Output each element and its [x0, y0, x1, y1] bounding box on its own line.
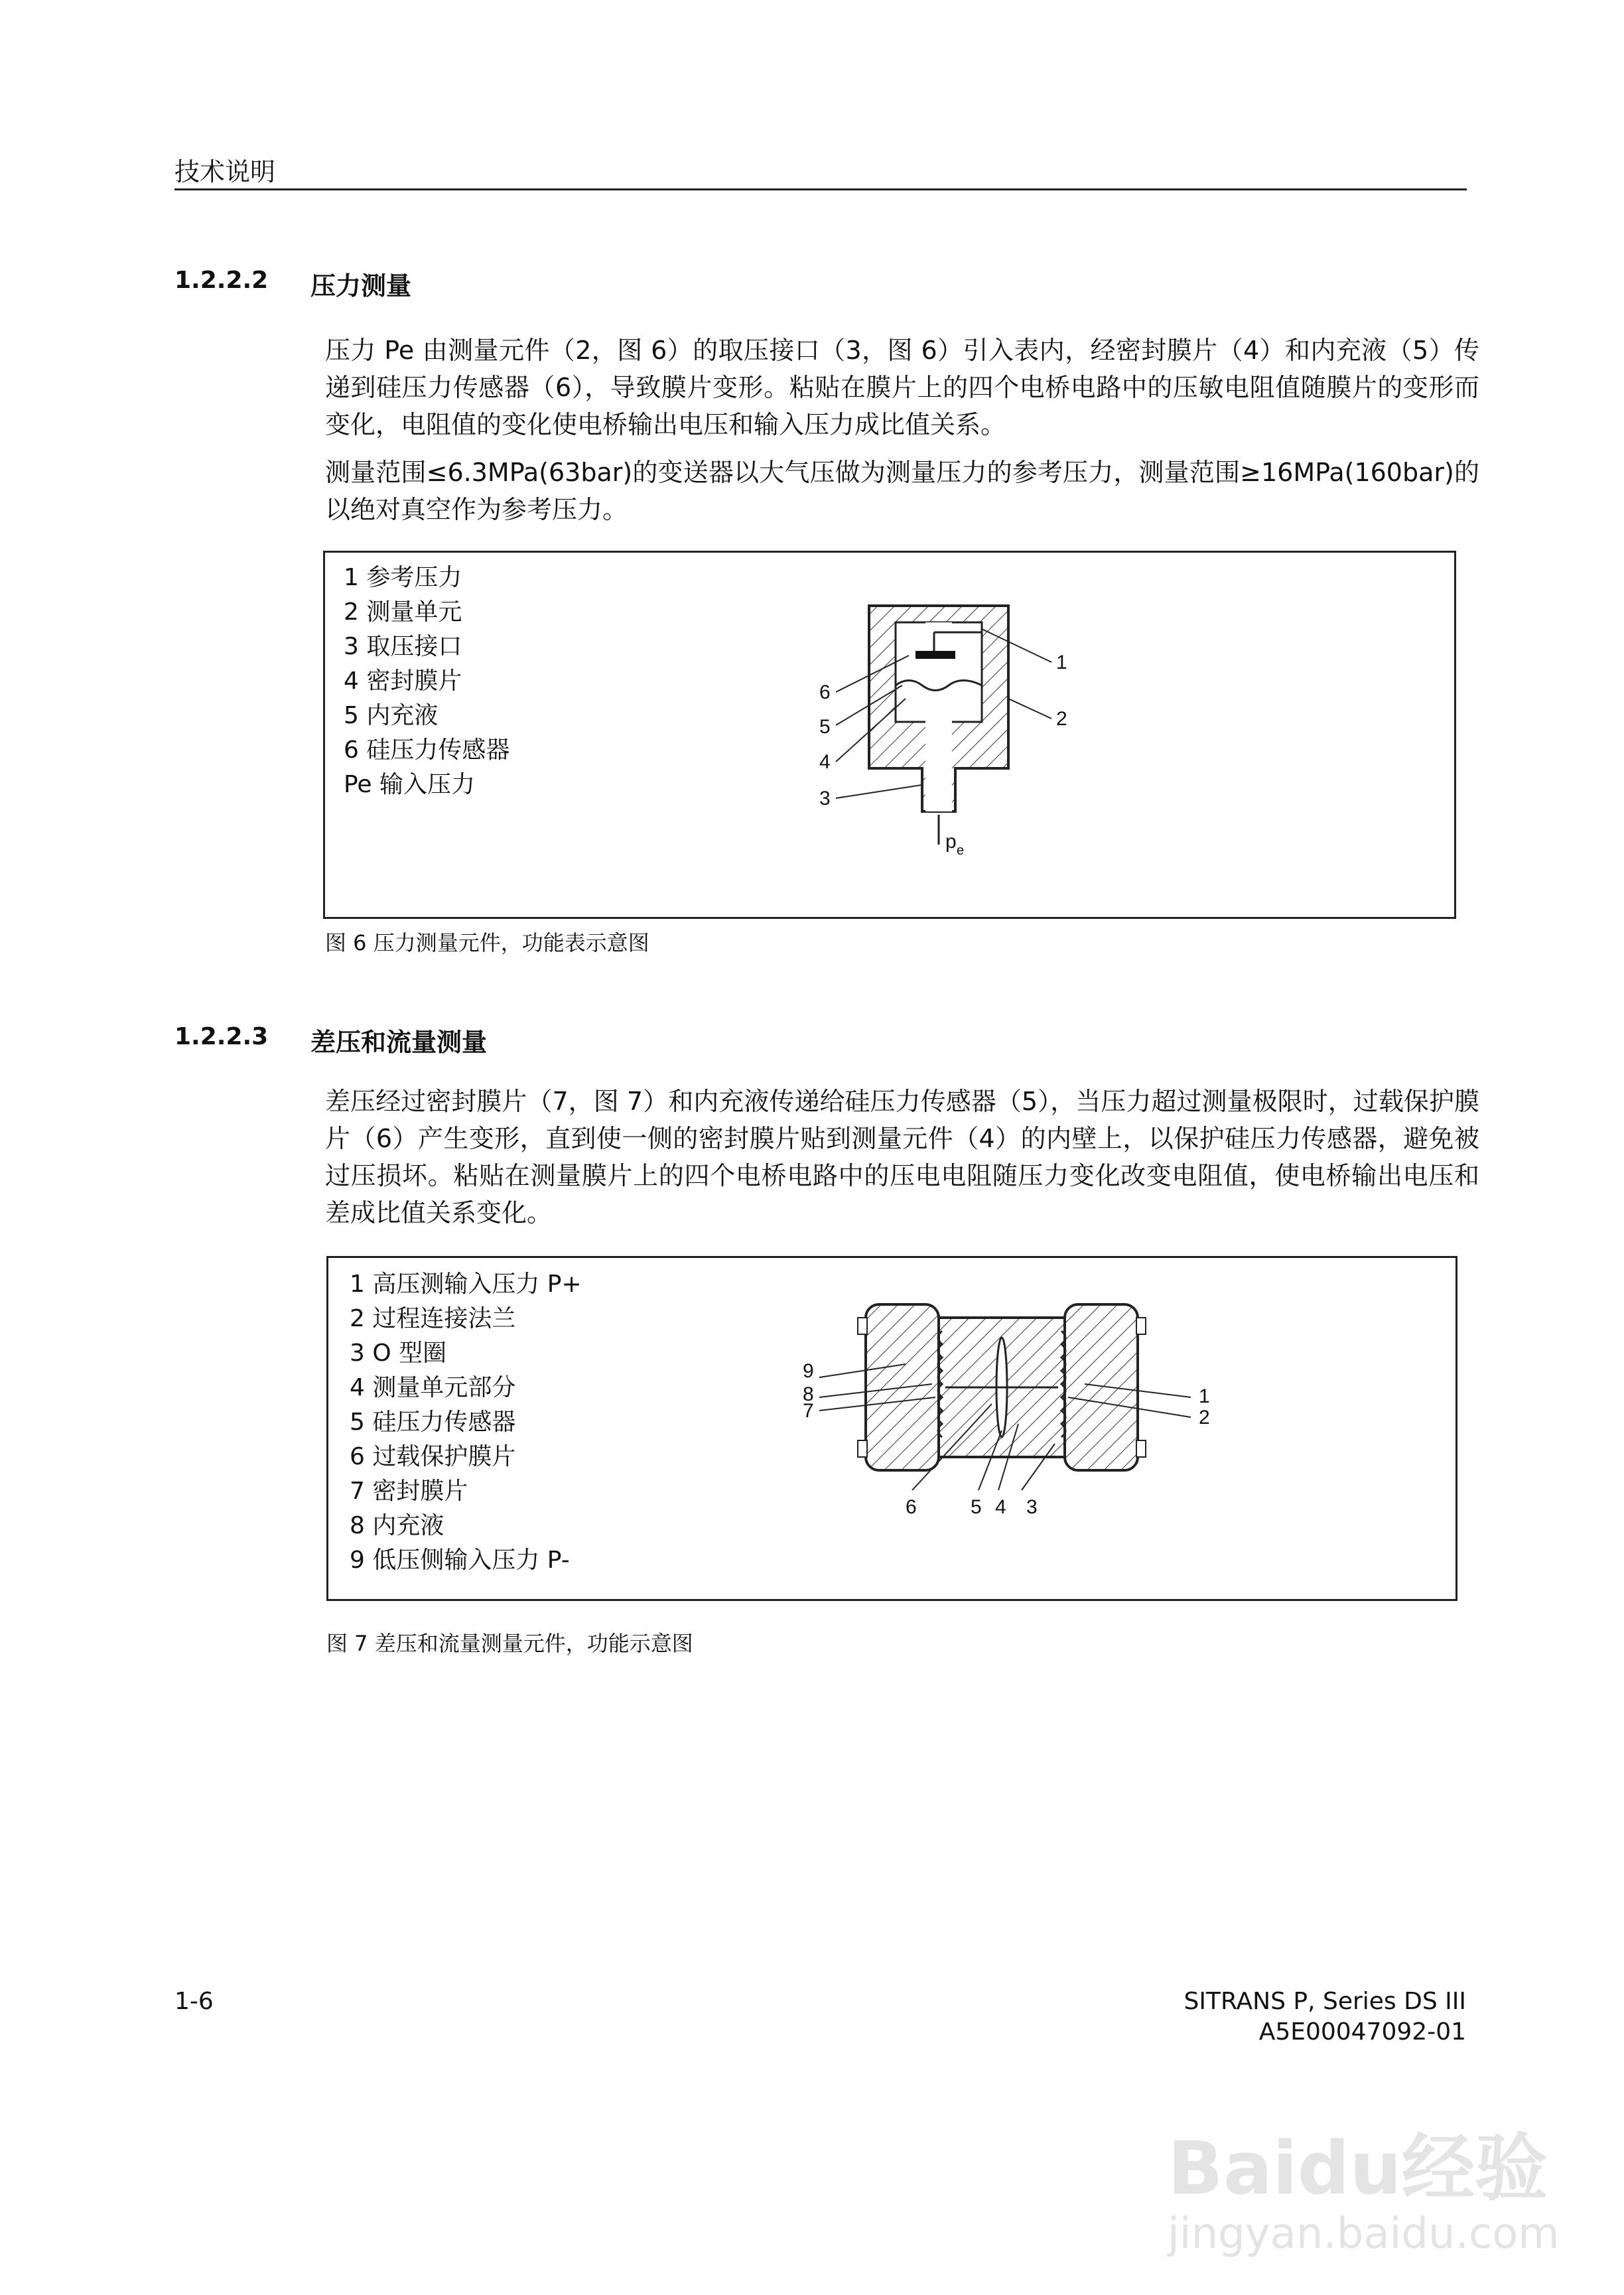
figure-7-caption: 图 7 差压和流量测量元件，功能示意图 — [326, 1631, 693, 1656]
legend-item: 7 密封膜片 — [350, 1478, 468, 1505]
legend-item: 2 过程连接法兰 — [350, 1305, 516, 1332]
legend-item: 6 过载保护膜片 — [350, 1443, 516, 1470]
legend-item: 8 内充液 — [350, 1512, 444, 1539]
svg-text:e: e — [957, 843, 965, 858]
callout-7: 7 — [803, 1400, 814, 1422]
section-title: 差压和流量测量 — [310, 1028, 488, 1057]
order-number: A5E00047092-01 — [1258, 2018, 1466, 2046]
pe-label: p — [945, 831, 957, 853]
figure-7-legend — [350, 1267, 582, 1578]
product-name: SITRANS P, Series DS III — [1184, 1988, 1466, 2015]
figure-6-legend — [344, 561, 509, 802]
callout-1: 1 — [1199, 1385, 1210, 1407]
paragraph: 差压经过密封膜片（7，图 7）和内充液传递给硅压力传感器（5），当压力超过测量极限时，过载保护膜片（6）产生变形，直到使一侧的密封膜片贴到测量元件（4）的内壁上，以保护硅压力传感器，避免被过压损坏。粘贴在测量膜片上的四个电桥电路中的压电电阻随压力变化改变电阻值，使电桥输出电压和差成比值关系变化。 — [325, 1087, 1479, 1227]
running-header: 技术说明 — [174, 157, 276, 186]
figure-7 — [326, 1256, 1457, 1601]
legend-item: 2 测量单元 — [344, 598, 462, 626]
legend-item: Pe 输入压力 — [344, 771, 476, 798]
callout-1: 1 — [1056, 652, 1067, 673]
callout-6: 6 — [906, 1496, 917, 1518]
legend-item: 6 硅压力传感器 — [344, 736, 510, 764]
section-title: 压力测量 — [310, 271, 412, 301]
header-rule — [174, 188, 1467, 190]
callout-3: 3 — [819, 788, 831, 809]
pressure-cell-diagram — [789, 592, 1121, 891]
paragraph: 测量范围≤6.3MPa(63bar)的变送器以大气压做为测量压力的参考压力，测量范围≥16MPa(160bar)的以绝对真空作为参考压力。 — [325, 458, 1479, 524]
legend-item: 1 参考压力 — [344, 564, 462, 591]
callout-4: 4 — [819, 751, 831, 773]
legend-item: 3 取压接口 — [344, 633, 462, 660]
watermark-logo: Baidu经验 — [1168, 2126, 1548, 2211]
legend-item: 4 测量单元部分 — [350, 1374, 516, 1401]
callout-5: 5 — [819, 716, 831, 738]
watermark-url: jingyan.baidu.com — [1168, 2209, 1560, 2259]
callout-4: 4 — [995, 1496, 1006, 1518]
callout-9: 9 — [803, 1360, 814, 1382]
callout-5: 5 — [971, 1496, 982, 1518]
legend-item: 3 O 型圈 — [350, 1340, 447, 1367]
legend-item: 5 硅压力传感器 — [350, 1409, 516, 1436]
legend-item: 9 低压侧输入压力 P- — [350, 1547, 570, 1574]
callout-2: 2 — [1199, 1407, 1210, 1428]
callout-8: 8 — [803, 1383, 814, 1405]
figure-6 — [323, 551, 1456, 919]
legend-item: 1 高压测输入压力 P+ — [350, 1271, 582, 1298]
callout-2: 2 — [1056, 708, 1067, 730]
figure-6-caption: 图 6 压力测量元件，功能表示意图 — [325, 930, 649, 955]
callout-6: 6 — [819, 681, 831, 703]
legend-item: 5 内充液 — [344, 702, 439, 729]
section-number: 1.2.2.2 — [174, 267, 269, 294]
paragraph: 压力 Pe 由测量元件（2，图 6）的取压接口（3，图 6）引入表内，经密封膜片（4）和内充液（5）传递到硅压力传感器（6），导致膜片变形。粘贴在膜片上的四个电桥电路中的压敏电阻值随膜片的变形而变化，电阻值的变化使电桥输出电压和输入压力成比值关系。 — [325, 336, 1479, 439]
section-number: 1.2.2.3 — [174, 1023, 269, 1050]
page-number: 1-6 — [174, 1988, 214, 2015]
callout-3: 3 — [1026, 1496, 1038, 1518]
differential-cell-diagram — [793, 1291, 1270, 1543]
legend-item: 4 密封膜片 — [344, 667, 462, 695]
